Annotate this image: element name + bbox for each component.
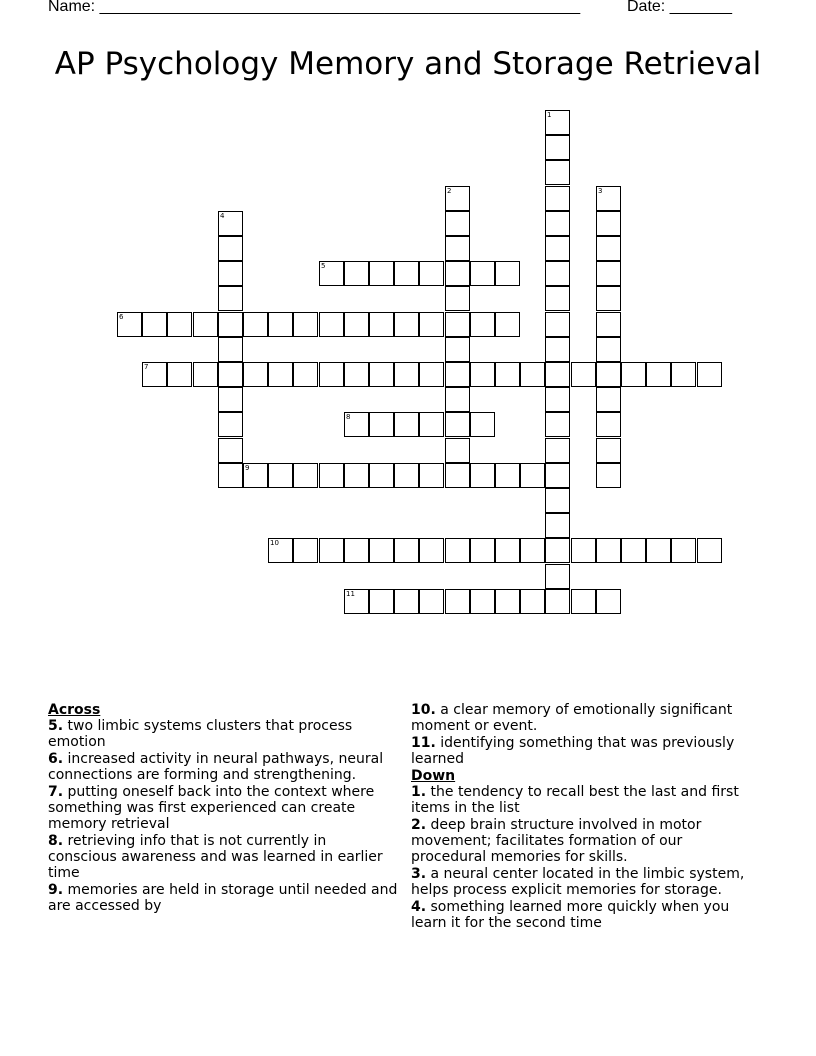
grid-cell[interactable]: [218, 261, 243, 286]
grid-cell[interactable]: [218, 312, 243, 337]
across-clue-list-continued: [411, 702, 756, 767]
grid-cell[interactable]: [394, 261, 419, 286]
name-field[interactable]: Name: ______________________________________________________: [48, 0, 581, 15]
clue-number: 2.: [411, 817, 427, 833]
grid-cell[interactable]: [142, 362, 167, 387]
grid-cell[interactable]: [394, 538, 419, 563]
grid-cell[interactable]: [142, 312, 167, 337]
grid-cell[interactable]: [495, 463, 520, 488]
grid-cell[interactable]: [268, 362, 293, 387]
grid-cell[interactable]: [293, 538, 318, 563]
grid-cell[interactable]: [369, 538, 394, 563]
grid-cell[interactable]: [545, 110, 570, 135]
grid-cell[interactable]: [218, 438, 243, 463]
grid-cell[interactable]: [445, 538, 470, 563]
clue-item: [48, 784, 398, 832]
grid-cell[interactable]: [545, 186, 570, 211]
grid-cell[interactable]: [268, 463, 293, 488]
grid-cell[interactable]: [394, 589, 419, 614]
clue-number-label: 11: [346, 590, 355, 598]
grid-cell[interactable]: [596, 362, 621, 387]
page-title: AP Psychology Memory and Storage Retrieval: [54, 46, 762, 82]
grid-cell[interactable]: [545, 589, 570, 614]
clue-item: [411, 899, 756, 931]
grid-cell[interactable]: [369, 463, 394, 488]
clue-text: a clear memory of emotionally significant moment or event.: [411, 702, 733, 734]
clues-left-column: [48, 702, 398, 915]
grid-cell[interactable]: [495, 261, 520, 286]
grid-cell[interactable]: [344, 412, 369, 437]
clue-number: 1.: [411, 784, 427, 800]
clue-number-label: 2: [447, 187, 452, 195]
grid-cell[interactable]: [596, 261, 621, 286]
grid-cell[interactable]: [419, 362, 444, 387]
grid-cell[interactable]: [445, 412, 470, 437]
grid-cell[interactable]: [545, 362, 570, 387]
grid-cell[interactable]: [596, 286, 621, 311]
clue-number: 6.: [48, 751, 64, 767]
grid-cell[interactable]: [520, 538, 545, 563]
grid-cell[interactable]: [369, 312, 394, 337]
grid-cell[interactable]: [419, 312, 444, 337]
grid-cell[interactable]: [495, 312, 520, 337]
clue-number-label: 6: [119, 313, 124, 321]
grid-cell[interactable]: [445, 261, 470, 286]
clue-text: increased activity in neural pathways, neural connections are forming and strengthening.: [48, 751, 384, 783]
grid-cell[interactable]: [596, 538, 621, 563]
grid-cell[interactable]: [596, 387, 621, 412]
clue-text: identifying something that was previously learned: [411, 735, 735, 767]
clue-number-label: 3: [598, 187, 603, 195]
clue-text: putting oneself back into the context where something was first experienced can create memory retrieval: [48, 784, 375, 832]
clue-item: [411, 866, 756, 898]
grid-cell[interactable]: [218, 211, 243, 236]
grid-cell[interactable]: [344, 312, 369, 337]
grid-cell[interactable]: [218, 412, 243, 437]
grid-cell[interactable]: [520, 463, 545, 488]
grid-cell[interactable]: [344, 362, 369, 387]
clue-number: 10.: [411, 702, 436, 718]
grid-cell[interactable]: [419, 538, 444, 563]
clue-number-label: 7: [144, 363, 149, 371]
clues-right-column: [411, 702, 756, 932]
clue-text: the tendency to recall best the last and first items in the list: [411, 784, 739, 816]
grid-cell[interactable]: [445, 211, 470, 236]
grid-cell[interactable]: [621, 362, 646, 387]
grid-cell[interactable]: [445, 438, 470, 463]
grid-cell[interactable]: [596, 211, 621, 236]
grid-cell[interactable]: [394, 312, 419, 337]
grid-cell[interactable]: [218, 236, 243, 261]
clue-item: [48, 882, 398, 914]
grid-cell[interactable]: [218, 387, 243, 412]
clue-number: 9.: [48, 882, 64, 898]
grid-cell[interactable]: [344, 261, 369, 286]
grid-cell[interactable]: [545, 513, 570, 538]
grid-cell[interactable]: [445, 362, 470, 387]
grid-cell[interactable]: [470, 538, 495, 563]
grid-cell[interactable]: [293, 312, 318, 337]
grid-cell[interactable]: [495, 538, 520, 563]
grid-cell[interactable]: [545, 463, 570, 488]
date-field[interactable]: Date: _______: [627, 0, 732, 15]
grid-cell[interactable]: [646, 538, 671, 563]
grid-cell[interactable]: [596, 236, 621, 261]
grid-cell[interactable]: [545, 236, 570, 261]
clue-text: two limbic systems clusters that process emotion: [48, 718, 353, 750]
grid-cell[interactable]: [445, 387, 470, 412]
clue-item: [48, 718, 398, 750]
grid-cell[interactable]: [268, 538, 293, 563]
grid-cell[interactable]: [445, 236, 470, 261]
clue-item: [411, 702, 756, 734]
grid-cell[interactable]: [369, 261, 394, 286]
grid-cell[interactable]: [495, 589, 520, 614]
grid-cell[interactable]: [470, 589, 495, 614]
grid-cell[interactable]: [344, 538, 369, 563]
clue-number-label: 1: [547, 111, 552, 119]
grid-cell[interactable]: [445, 286, 470, 311]
grid-cell[interactable]: [167, 362, 192, 387]
grid-cell[interactable]: [243, 312, 268, 337]
clue-number: 11.: [411, 735, 436, 751]
clue-number-label: 9: [245, 464, 250, 472]
clue-text: memories are held in storage until needed and are accessed by: [48, 882, 398, 914]
grid-cell[interactable]: [218, 286, 243, 311]
grid-cell[interactable]: [369, 412, 394, 437]
grid-cell[interactable]: [167, 312, 192, 337]
grid-cell[interactable]: [545, 261, 570, 286]
grid-cell[interactable]: [243, 463, 268, 488]
grid-cell[interactable]: [117, 312, 142, 337]
grid-cell[interactable]: [571, 538, 596, 563]
clue-item: [48, 833, 398, 881]
grid-cell[interactable]: [671, 538, 696, 563]
grid-cell[interactable]: [545, 135, 570, 160]
grid-cell[interactable]: [319, 362, 344, 387]
across-heading: Across: [48, 702, 101, 718]
clue-text: something learned more quickly when you learn it for the second time: [411, 899, 730, 931]
grid-cell[interactable]: [445, 589, 470, 614]
grid-cell[interactable]: [344, 463, 369, 488]
grid-cell[interactable]: [394, 412, 419, 437]
clue-text: deep brain structure involved in motor movement; facilitates formation of our procedural memories for skills.: [411, 817, 702, 865]
grid-cell[interactable]: [545, 488, 570, 513]
grid-cell[interactable]: [545, 564, 570, 589]
grid-cell[interactable]: [268, 312, 293, 337]
grid-cell[interactable]: [571, 362, 596, 387]
grid-cell[interactable]: [369, 362, 394, 387]
clue-item: [411, 784, 756, 816]
grid-cell[interactable]: [545, 211, 570, 236]
grid-cell[interactable]: [218, 337, 243, 362]
grid-cell[interactable]: [218, 362, 243, 387]
grid-cell[interactable]: [470, 261, 495, 286]
grid-cell[interactable]: [596, 438, 621, 463]
grid-cell[interactable]: [319, 261, 344, 286]
grid-cell[interactable]: [419, 261, 444, 286]
grid-cell[interactable]: [419, 412, 444, 437]
grid-cell[interactable]: [470, 312, 495, 337]
clue-number: 4.: [411, 899, 427, 915]
clue-item: [411, 817, 756, 865]
grid-cell[interactable]: [218, 463, 243, 488]
grid-cell[interactable]: [470, 412, 495, 437]
grid-cell[interactable]: [596, 463, 621, 488]
clue-text: retrieving info that is not currently in conscious awareness and was learned in earlier time: [48, 833, 383, 881]
grid-cell[interactable]: [495, 362, 520, 387]
clue-number: 7.: [48, 784, 64, 800]
grid-cell[interactable]: [646, 362, 671, 387]
down-clue-list: [411, 784, 756, 931]
grid-cell[interactable]: [394, 362, 419, 387]
clue-item: [411, 735, 756, 767]
grid-cell[interactable]: [243, 362, 268, 387]
grid-cell[interactable]: [344, 589, 369, 614]
grid-cell[interactable]: [470, 362, 495, 387]
clue-number: 8.: [48, 833, 64, 849]
grid-cell[interactable]: [596, 337, 621, 362]
grid-cell[interactable]: [545, 337, 570, 362]
grid-cell[interactable]: [319, 463, 344, 488]
clue-number-label: 4: [220, 212, 225, 220]
clue-item: [48, 751, 398, 783]
grid-cell[interactable]: [545, 312, 570, 337]
grid-cell[interactable]: [293, 463, 318, 488]
grid-cell[interactable]: [545, 286, 570, 311]
grid-cell[interactable]: [545, 538, 570, 563]
grid-cell[interactable]: [697, 538, 722, 563]
grid-cell[interactable]: [419, 589, 444, 614]
down-heading: Down: [411, 768, 456, 784]
grid-cell[interactable]: [596, 589, 621, 614]
grid-cell[interactable]: [445, 186, 470, 211]
grid-cell[interactable]: [419, 463, 444, 488]
grid-cell[interactable]: [621, 538, 646, 563]
clue-number: 5.: [48, 718, 64, 734]
grid-cell[interactable]: [193, 312, 218, 337]
grid-cell[interactable]: [545, 387, 570, 412]
grid-cell[interactable]: [394, 463, 419, 488]
grid-cell[interactable]: [520, 589, 545, 614]
grid-cell[interactable]: [545, 412, 570, 437]
grid-cell[interactable]: [293, 362, 318, 387]
clue-text: a neural center located in the limbic system, helps process explicit memories for storage.: [411, 866, 745, 898]
grid-cell[interactable]: [193, 362, 218, 387]
clue-number-label: 10: [270, 539, 279, 547]
grid-cell[interactable]: [697, 362, 722, 387]
grid-cell[interactable]: [596, 312, 621, 337]
grid-cell[interactable]: [319, 312, 344, 337]
grid-cell[interactable]: [319, 538, 344, 563]
grid-cell[interactable]: [571, 589, 596, 614]
grid-cell[interactable]: [470, 463, 495, 488]
grid-cell[interactable]: [596, 412, 621, 437]
grid-cell[interactable]: [596, 186, 621, 211]
clue-number: 3.: [411, 866, 427, 882]
grid-cell[interactable]: [671, 362, 696, 387]
grid-cell[interactable]: [520, 362, 545, 387]
clue-number-label: 8: [346, 413, 351, 421]
grid-cell[interactable]: [445, 337, 470, 362]
grid-cell[interactable]: [545, 438, 570, 463]
grid-cell[interactable]: [445, 312, 470, 337]
across-clue-list: [48, 718, 398, 914]
grid-cell[interactable]: [545, 160, 570, 185]
grid-cell[interactable]: [369, 589, 394, 614]
clue-number-label: 5: [321, 262, 326, 270]
grid-cell[interactable]: [445, 463, 470, 488]
